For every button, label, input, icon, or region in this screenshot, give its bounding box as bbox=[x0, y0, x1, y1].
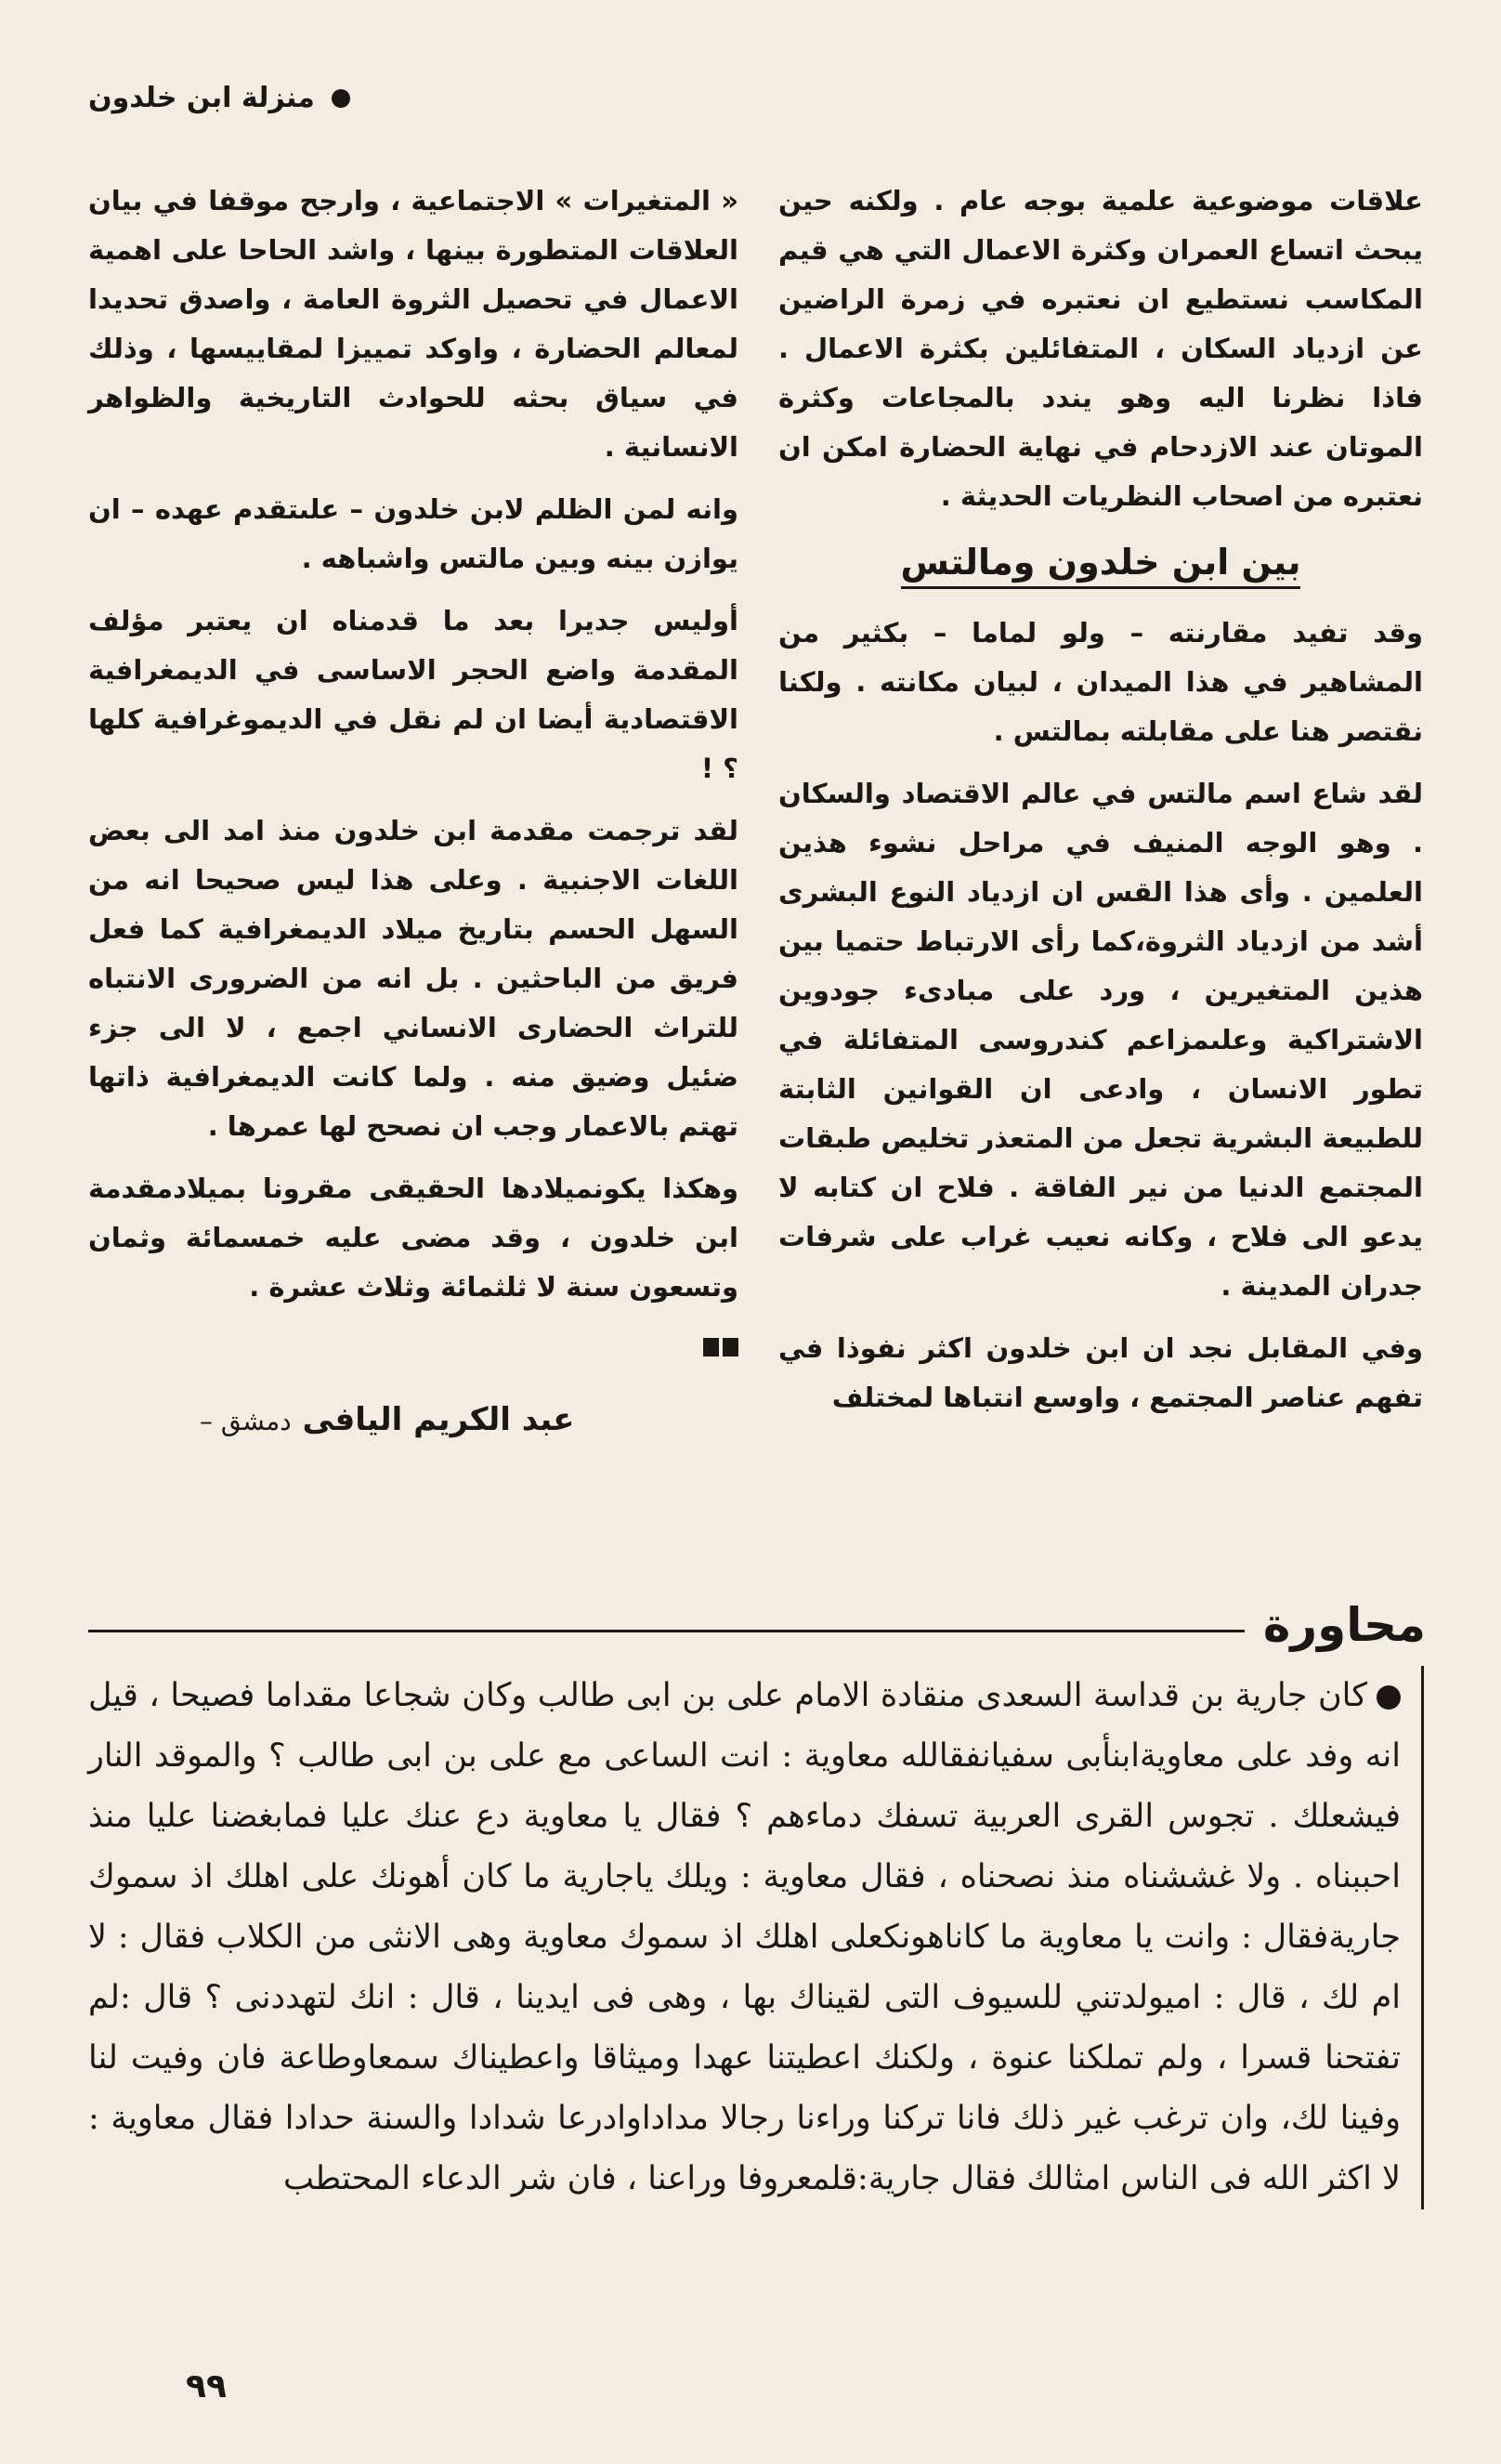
running-header-title: منزلة ابن خلدون bbox=[88, 82, 315, 114]
paragraph: وقد تفيد مقارنته – ولو لماما – بكثير من المشاهير في هذا الميدان ، لبيان مكانته . ولكنا نقتصر هنا على مقابلته بمالتس . bbox=[778, 617, 1423, 747]
paragraph: لقد شاع اسم مالتس في عالم الاقتصاد والسكان . وهو الوجه المنيف في مراحل نشوء هذين العلمين . وأى هذا القس ان ازدياد النوع البشرى أشد من ازدياد الثروة،كما رأى الارتباط حتميا بين هذين المتغيرين ، ورد على مبادىء جودوين الاشتراكية وعلىمزاعم كندروسى المتفائلة في تطور الانسان ، وادعى ان القوانين الثابتة للطبيعة البشرية تجعل من المتعذر تخليص طبقات المجتمع الدنيا من نير الفاقة . فلاح ان كتابه لا يدعو الى فلاح ، وكانه نعيب غراب على شرفات جدران المدينة . bbox=[778, 778, 1423, 1302]
paragraph: أوليس جديرا بعد ما قدمناه ان يعتبر مؤلف المقدمة واضع الحجر الاساسى في الديمغرافية الاقتصادية أيضا ان لم نقل في الديموغرافية كلها ؟ ! bbox=[88, 605, 738, 784]
byline bbox=[88, 1396, 738, 1446]
dialogue-box bbox=[88, 1666, 1424, 2209]
article-left-column bbox=[88, 177, 738, 1446]
page-number: ٩٩ bbox=[186, 2367, 227, 2405]
article-right-column bbox=[778, 177, 1423, 1435]
dialogue-heading-label: محاورة bbox=[1262, 1598, 1426, 1652]
paragraph: وفي المقابل نجد ان ابن خلدون اكثر نفوذا في تفهم عناصر المجتمع ، واوسع انتباها لمختلف bbox=[778, 1332, 1423, 1413]
paragraph: وهكذا يكونميلادها الحقيقى مقرونا بميلادمقدمة ابن خلدون ، وقد مضى عليه خمسمائة وثمان وتسعون سنة لا ثلثمائة وثلاث عشرة . bbox=[88, 1173, 738, 1303]
paragraph: « المتغيرات » الاجتماعية ، وارجح موقفا في بيان العلاقات المتطورة بينها ، واشد الحاحا على اهمية الاعمال في تحصيل الثروة العامة ، واصدق تحديدا لمعالم الحضارة ، واوكد تمييزا لمقاييسها ، وذلك في سياق بحثه للحوادث التاريخية والظواهر الانسانية . bbox=[88, 185, 738, 463]
byline-city: دمشق – bbox=[200, 1406, 292, 1436]
paragraph: علاقات موضوعية علمية بوجه عام . ولكنه حين يبحث اتساع العمران وكثرة الاعمال التي هي قيم المكاسب نستطيع ان نعتبره في زمرة الراضين عن ازدياد السكان ، المتفائلين بكثرة الاعمال . فاذا نظرنا اليه وهو يندد بالمجاعات وكثرة الموتان عند الازدحام في نهاية الحضارة امكن ان نعتبره من اصحاب النظريات الحديثة . bbox=[778, 185, 1423, 512]
bullet-icon bbox=[1377, 1685, 1401, 1710]
section-heading bbox=[778, 534, 1423, 590]
bullet-icon bbox=[332, 89, 350, 108]
dialogue-text: كان جارية بن قداسة السعدى منقادة الامام على بن ابى طالب وكان شجاعا مقداما فصيحا ، قيل انه وفد على معاويةابنأبى سفيانفقالله معاوية : انت الساعى مع على بن ابى طالب ؟ والموقد النار فيشعلك . تجوس القرى العربية تسفك دماءهم ؟ فقال يا معاوية دع عنك عليا فمابغضنا عليا منذ احببناه . ولا غششناه منذ نصحناه ، فقال معاوية : ويلك ياجارية ما كان أهونك على اهلك اذ سموك جاريةفقال : وانت يا معاوية ما كاناهونكعلى اهلك اذ سموك معاوية وهى الانثى من الكلاب فقال : لا ام لك ، قال : اميولدتني للسيوف التى لقيناك بها ، وهى فى ايدينا ، قال : انك لتهددنى ؟ قال :لم تفتحنا قسرا ، ولم تملكنا عنوة ، ولكنك اعطيتنا عهدا وميثاقا واعطيناك سمعاوطاعة فان وفيت لنا وفينا لك، وان ترغب غير ذلك فانا تركنا وراءنا رجالا مداداوادرعا شدادا والسنة حدادا فقال معاوية : لا اكثر الله فى الناس امثالك فقال جارية:قلمعروفا وراعنا ، فان شر الدعاء المحتطب bbox=[88, 1677, 1401, 2197]
paragraph: وانه لمن الظلم لابن خلدون – علىتقدم عهده – ان يوازن بينه وبين مالتس واشباهه . bbox=[88, 493, 738, 574]
heading-rule bbox=[88, 1630, 1245, 1632]
paragraph: لقد ترجمت مقدمة ابن خلدون منذ امد الى بعض اللغات الاجنبية . وعلى هذا ليس صحيحا انه من السهل الحسم بتاريخ ميلاد الديمغرافية كما فعل فريق من الباحثين . بل انه من الضرورى الانتباه للتراث الحضارى الانساني اجمع ، لا الى جزء ضئيل وضيق منه . ولما كانت الديمغرافية ذاتها تهتم بالاعمار وجب ان نصحح لها عمرها . bbox=[88, 815, 738, 1142]
running-header bbox=[88, 82, 350, 114]
dialogue-heading bbox=[88, 1598, 1426, 1652]
section-heading-text: بين ابن خلدون ومالتس bbox=[901, 542, 1301, 589]
author-name: عبد الكريم اليافى bbox=[302, 1401, 575, 1438]
end-of-article-mark-icon bbox=[88, 1338, 738, 1357]
